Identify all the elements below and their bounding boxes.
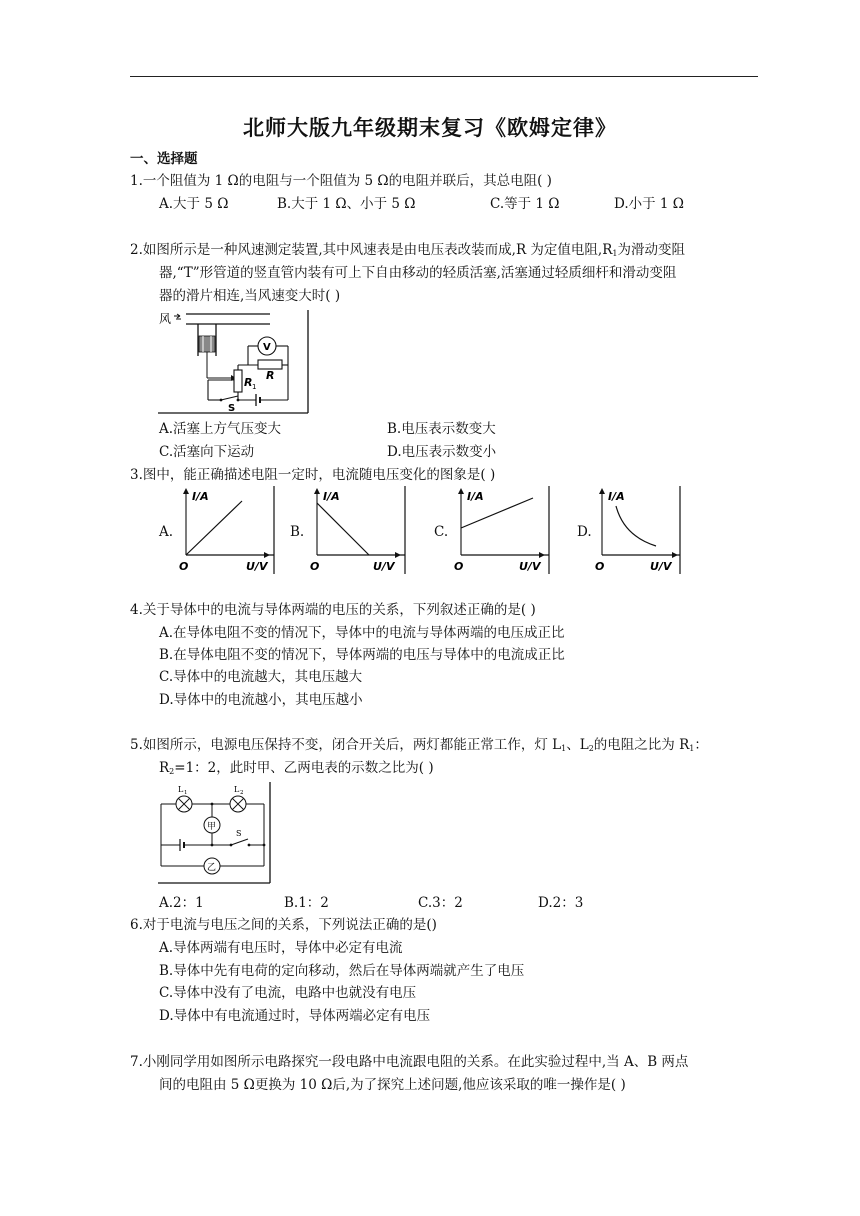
svg-text:L: L	[234, 785, 240, 794]
q3-b-line	[317, 503, 369, 555]
svg-text:I/A: I/A	[323, 490, 340, 503]
q5-option-a: A.2：1	[159, 895, 204, 911]
svg-text:O: O	[595, 560, 605, 573]
svg-text:I/A: I/A	[192, 490, 209, 503]
q2-stem-line1: 2.如图所示是一种风速测定装置,其中风速表是由电压表改装而成,R 为定值电阻$,R_1$为滑动变阻	[130, 242, 685, 258]
q1-stem: 1.一个阻值为 1 Ω的电阻与一个阻值为 5 Ω的电阻并联后，其总电阻( )	[130, 173, 552, 189]
q4-option-d: D.导体中的电流越小，其电压越小	[159, 692, 363, 708]
svg-text:2: 2	[240, 790, 244, 796]
svg-text:O: O	[454, 560, 464, 573]
q6-option-b: B.导体中先有电荷的定向移动，然后在导体两端就产生了电压	[159, 963, 525, 979]
svg-text:1: 1	[184, 790, 188, 796]
q2-stem-line3: 器的滑片相连,当风速变大时( )	[159, 288, 341, 304]
q2-option-d: D.电压表示数变小	[387, 444, 497, 460]
q3-label-a: A.	[159, 524, 174, 540]
q7-stem-line1: 7.小刚同学用如图所示电路探究一段电路中电流跟电阻的关系。在此实验过程中,当 A、B 两点	[130, 1054, 689, 1070]
q3-label-c: C.	[434, 524, 449, 540]
q5-option-b: B.1：2	[284, 895, 329, 911]
q3-d-curve	[616, 506, 656, 546]
section-heading: 一、选择题	[130, 151, 198, 167]
q1-option-d: D.小于 1 Ω	[614, 196, 684, 212]
svg-text:乙: 乙	[207, 863, 217, 873]
q2-option-c: C.活塞向下运动	[159, 444, 255, 460]
q4-option-c: C.导体中的电流越大，其电压越大	[159, 669, 363, 685]
q3-a-line	[186, 501, 242, 555]
q2-wind-gauge-circuit-figure	[158, 310, 310, 414]
rheostat-r1	[234, 370, 242, 392]
q5-option-d: D.2：3	[538, 895, 584, 911]
svg-text:U/V: U/V	[246, 560, 268, 573]
svg-text:R: R	[266, 369, 275, 382]
q2-stem-line2: 器,“T”形管道的竖直管内装有可上下自由移动的轻质活塞,活塞通过轻质细杆和滑动变阻	[159, 265, 677, 281]
svg-text:U/V: U/V	[519, 560, 541, 573]
svg-text:L: L	[178, 785, 184, 794]
wind-arrow-icon	[174, 314, 181, 319]
svg-text:S: S	[228, 403, 236, 414]
q6-option-c: C.导体中没有了电流，电路中也就没有电压	[159, 985, 417, 1001]
q3-graph-d	[592, 486, 692, 576]
svg-text:1: 1	[252, 383, 257, 391]
q6-option-d: D.导体中有电流通过时，导体两端必定有电压	[159, 1008, 431, 1024]
q4-option-a: A.在导体电阻不变的情况下，导体中的电流与导体两端的电压成正比	[159, 625, 565, 641]
svg-text:甲: 甲	[207, 822, 217, 832]
q3-stem: 3.图中，能正确描述电阻一定时，电流随电压变化的图象是( )	[130, 467, 496, 483]
svg-text:U/V: U/V	[650, 560, 672, 573]
q2-option-b: B.电压表示数变大	[387, 421, 496, 437]
q3-label-b: B.	[290, 524, 305, 540]
piston	[199, 336, 215, 352]
header-rule	[130, 76, 758, 77]
q7-stem-line2: 间的电阻由 5 Ω更换为 10 Ω后,为了探究上述问题,他应该采取的唯一操作是( )	[159, 1077, 626, 1093]
q4-option-b: B.在导体电阻不变的情况下，导体两端的电压与导体中的电流成正比	[159, 647, 565, 663]
wind-label: 风	[159, 312, 172, 326]
q6-stem: 6.对于电流与电压之间的关系，下列说法正确的是()	[130, 917, 437, 933]
q3-label-d: D.	[577, 524, 592, 540]
q6-option-a: A.导体两端有电压时，导体中必定有电流	[159, 940, 403, 956]
page-title: 北师大版九年级期末复习《欧姆定律》	[243, 116, 617, 140]
q3-graph-b	[307, 486, 407, 576]
svg-text:U/V: U/V	[373, 560, 395, 573]
q3-graph-a	[176, 486, 276, 576]
q3-graph-c	[451, 486, 551, 576]
svg-text:V: V	[263, 342, 271, 353]
svg-text:R: R	[244, 376, 253, 389]
q5-circuit-figure	[158, 782, 272, 884]
switch-icon	[221, 396, 238, 400]
q4-stem: 4.关于导体中的电流与导体两端的电压的关系，下列叙述正确的是( )	[130, 602, 536, 618]
svg-text:O: O	[310, 560, 320, 573]
q5-stem-line1: 5.如图所示，电源电压保持不变，闭合开关后，两灯都能正常工作，灯 $L_1$、$L_2$的电阻之比为 $R_1$：	[130, 737, 708, 753]
svg-text:I/A: I/A	[467, 490, 484, 503]
switch-icon	[231, 839, 248, 845]
svg-text:O: O	[179, 560, 189, 573]
q5-option-c: C.3：2	[418, 895, 463, 911]
svg-text:S: S	[236, 829, 242, 838]
q2-option-a: A.活塞上方气压变大	[159, 421, 282, 437]
q5-stem-line2: $R_2=1$：2，此时甲、乙两电表的示数之比为( )	[159, 760, 434, 776]
q1-option-b: B.大于 1 Ω、小于 5 Ω	[277, 196, 416, 212]
q1-option-c: C.等于 1 Ω	[490, 196, 560, 212]
fixed-resistor-r	[258, 360, 282, 369]
q1-option-a: A.大于 5 Ω	[159, 196, 229, 212]
svg-text:I/A: I/A	[608, 490, 625, 503]
